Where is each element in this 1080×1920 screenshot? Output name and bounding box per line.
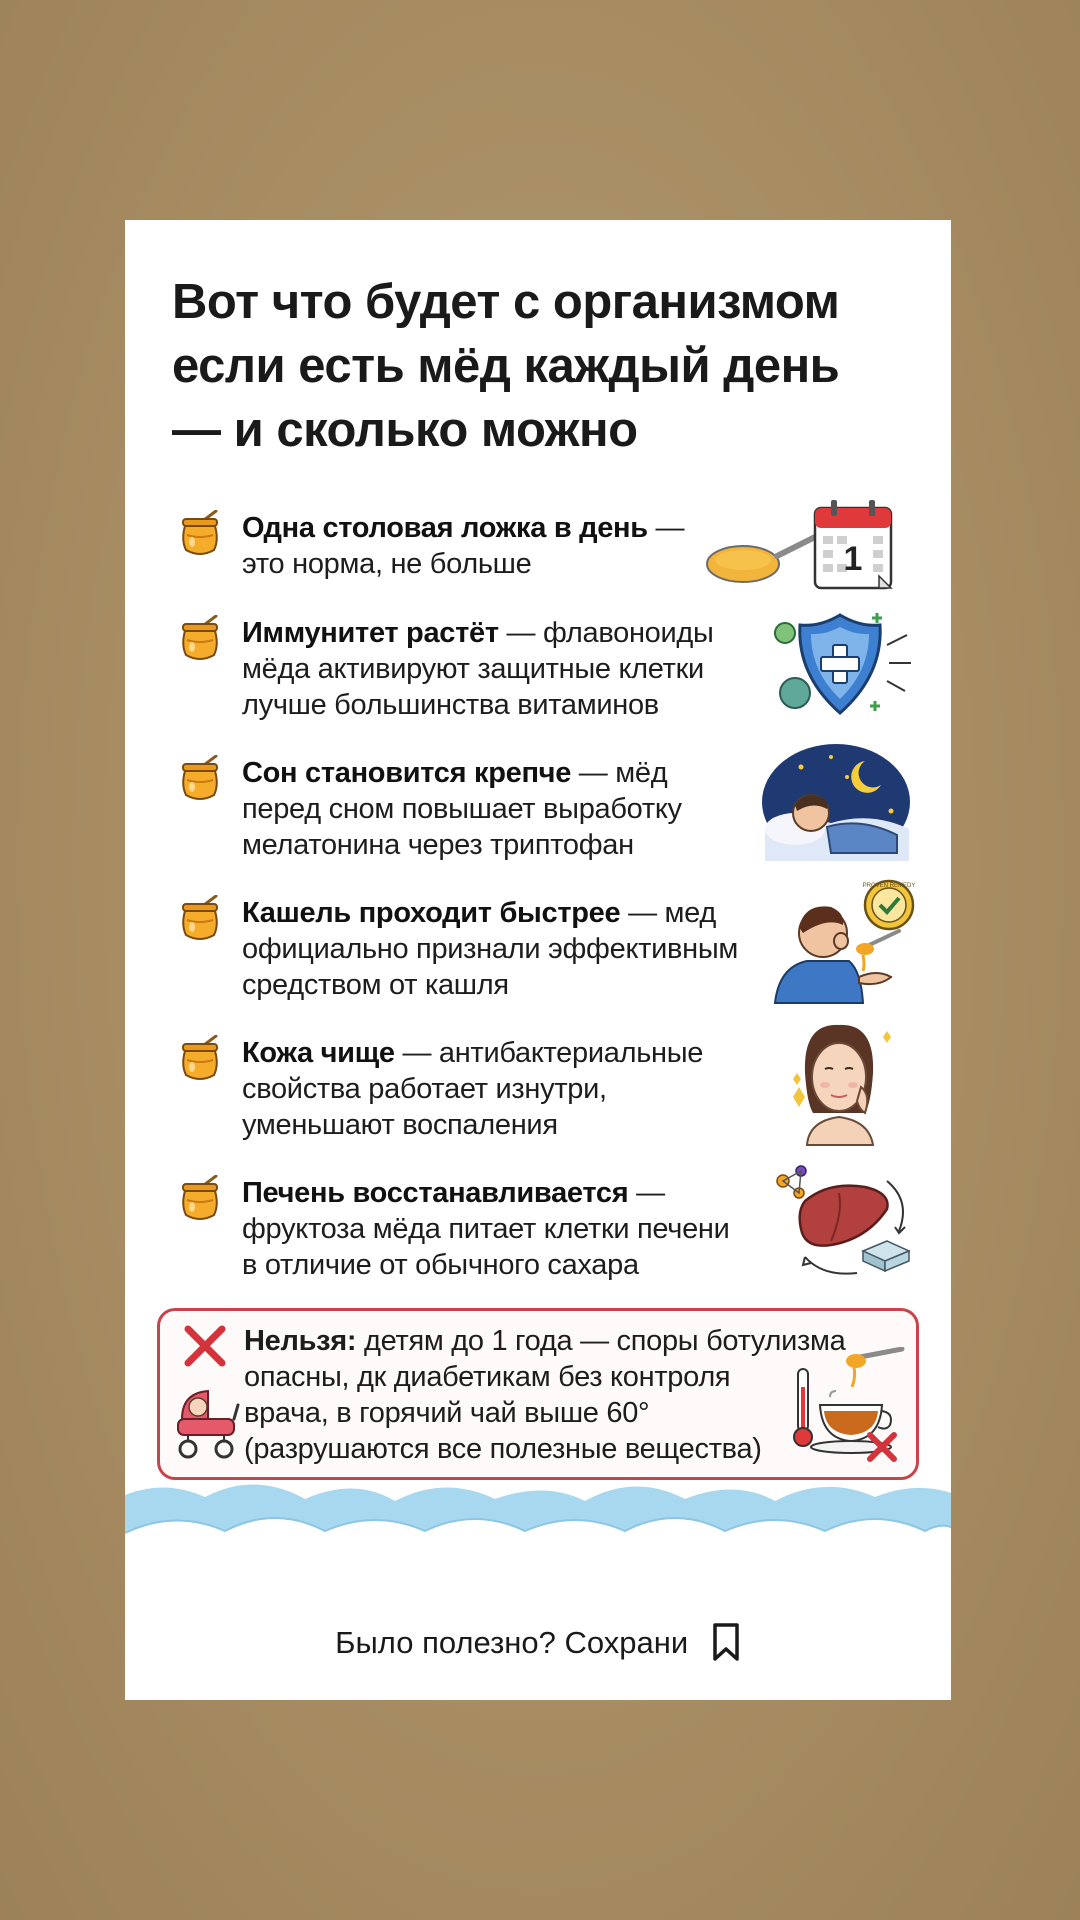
item-text bbox=[242, 615, 802, 723]
warning-box bbox=[157, 1308, 919, 1480]
bookmark-icon[interactable] bbox=[711, 1622, 741, 1662]
item-line: это норма, не больше bbox=[242, 548, 532, 580]
hot-tea-thermometer-icon bbox=[790, 1347, 910, 1467]
honey-pot-icon bbox=[178, 1175, 222, 1223]
item-line: — мёд bbox=[571, 757, 668, 789]
infographic-card bbox=[125, 220, 951, 1700]
title-line-1: Вот что будет с организмом bbox=[172, 275, 840, 329]
footer bbox=[125, 1625, 951, 1662]
item-heading: Сон становится крепче bbox=[242, 757, 572, 789]
item-line: — антибактериальные bbox=[394, 1037, 704, 1069]
spoon-calendar-icon bbox=[703, 498, 903, 594]
item-text bbox=[242, 1175, 802, 1283]
item-line: — флавоноиды bbox=[498, 617, 714, 649]
item-line: свойства работает изнутри, bbox=[242, 1073, 607, 1105]
item-line: мелатонина через триптофан bbox=[242, 829, 634, 861]
item-heading: Печень восстанавливается bbox=[242, 1177, 629, 1209]
honey-pot-icon bbox=[178, 615, 222, 663]
item-line: в отличие от обычного сахара bbox=[242, 1249, 639, 1281]
cross-icon bbox=[182, 1323, 228, 1369]
coughing-person-icon bbox=[771, 875, 921, 1005]
item-heading: Кожа чище bbox=[242, 1037, 395, 1069]
item-line: официально признали эффективным bbox=[242, 933, 739, 965]
title-line-3: — и сколько можно bbox=[172, 403, 638, 457]
baby-stroller-icon bbox=[168, 1379, 240, 1459]
item-line: уменьшают воспаления bbox=[242, 1109, 558, 1141]
liver-icon bbox=[769, 1161, 919, 1283]
honey-pot-icon bbox=[178, 895, 222, 943]
item-text bbox=[242, 755, 802, 863]
badge-text: PROVEN REMEDY bbox=[862, 883, 916, 889]
item-heading: Одна столовая ложка в день bbox=[242, 512, 648, 544]
warning-line: врача, в горячий чай выше 60° bbox=[244, 1397, 650, 1429]
honey-pot-icon bbox=[178, 755, 222, 803]
cloud-decoration bbox=[125, 1475, 951, 1585]
item-text bbox=[242, 895, 802, 1003]
title-line-2: если есть мёд каждый день bbox=[172, 339, 840, 393]
item-line: мёда активируют защитные клетки bbox=[242, 653, 704, 685]
item-line: лучше большинства витаминов bbox=[242, 689, 659, 721]
clear-skin-face-icon bbox=[779, 1017, 899, 1147]
item-line: средством от кашля bbox=[242, 969, 509, 1001]
save-prompt: Было полезно? Сохрани bbox=[335, 1625, 689, 1660]
honey-pot-icon bbox=[178, 1035, 222, 1083]
item-heading: Кашель проходит быстрее bbox=[242, 897, 621, 929]
item-line: фруктоза мёда питает клетки печени bbox=[242, 1213, 730, 1245]
item-line: — мед bbox=[620, 897, 716, 929]
item-line: — bbox=[647, 512, 685, 544]
warning-line: опасны, дк диабетикам без контроля bbox=[244, 1361, 731, 1393]
immunity-shield-icon bbox=[765, 605, 915, 725]
calendar-number: 1 bbox=[843, 540, 863, 578]
warning-line: детям до 1 года — споры ботулизма bbox=[356, 1325, 846, 1357]
item-line: перед сном повышает выработку bbox=[242, 793, 682, 825]
honey-pot-icon bbox=[178, 510, 222, 558]
item-text bbox=[242, 1035, 802, 1143]
page-title bbox=[172, 270, 932, 462]
warning-line: (разрушаются все полезные вещества) bbox=[244, 1433, 762, 1465]
sleeping-person-icon bbox=[761, 743, 911, 861]
item-line: — bbox=[628, 1177, 665, 1209]
item-heading: Иммунитет растёт bbox=[242, 617, 499, 649]
warning-heading: Нельзя: bbox=[244, 1325, 357, 1357]
